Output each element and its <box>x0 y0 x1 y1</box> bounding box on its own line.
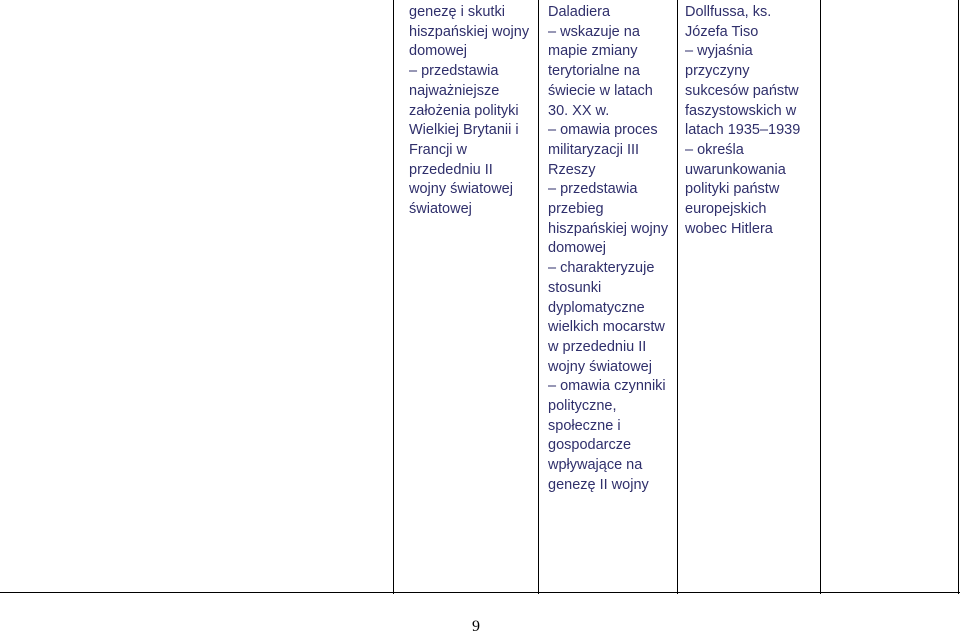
cell-line: domowej <box>409 43 468 60</box>
cell-line: dyplomatyczne <box>548 299 645 316</box>
cell-line: genezę i skutki <box>409 4 505 20</box>
cell-line: – charakteryzuje <box>548 260 655 277</box>
cell-line: domowej <box>548 240 607 257</box>
cell-line: polityki państw <box>685 181 780 198</box>
cell-line: w przededniu II <box>548 338 647 355</box>
column-3-text <box>685 3 819 239</box>
cell-line: uwarunkowania <box>685 161 786 178</box>
cell-line: założenia polityki <box>409 102 519 119</box>
cell-line: – wyjaśnia <box>685 43 753 60</box>
cell-line: – omawia proces <box>548 122 658 139</box>
cell-line: Wielkiej Brytanii i <box>409 122 519 139</box>
cell-line: stosunki <box>548 279 602 296</box>
cell-line: hiszpańskiej wojny <box>548 220 669 237</box>
cell-line: wojny światowej <box>409 181 513 198</box>
cell-line: społeczne i <box>548 417 621 434</box>
column-divider <box>538 0 539 594</box>
cell-line: przyczyny <box>685 63 750 80</box>
cell-line: – wskazuje na <box>548 23 640 40</box>
cell-line: hiszpańskiej wojny <box>409 23 530 40</box>
table-bottom-border <box>0 592 960 593</box>
table-right-border <box>958 0 959 594</box>
column-2-text <box>548 3 676 496</box>
column-divider <box>677 0 678 594</box>
cell-line: terytorialne na <box>548 63 640 80</box>
cell-line: genezę II wojny <box>548 476 649 493</box>
cell-line: wielkich mocarstw <box>548 319 665 336</box>
cell-line: przebieg <box>548 201 604 218</box>
cell-line: mapie zmiany <box>548 43 638 60</box>
cell-line: Daladiera <box>548 4 611 20</box>
column-1-text <box>409 3 537 220</box>
cell-line: – określa <box>685 141 744 158</box>
cell-line: – omawia czynniki <box>548 378 666 395</box>
cell-line: militaryzacji III <box>548 141 640 158</box>
cell-line: – przedstawia <box>548 181 638 198</box>
cell-line: Francji w <box>409 141 468 158</box>
cell-line: sukcesów państw <box>685 82 799 99</box>
column-divider <box>393 0 394 594</box>
cell-line: najważniejsze <box>409 82 500 99</box>
cell-line: 30. XX w. <box>548 102 610 119</box>
cell-line: europejskich <box>685 201 767 218</box>
cell-line: Dollfussa, ks. <box>685 4 772 20</box>
page-number: 9 <box>472 618 480 635</box>
cell-line: Józefa Tiso <box>685 23 759 40</box>
cell-line: faszystowskich w <box>685 102 797 119</box>
cell-line: gospodarcze <box>548 437 632 454</box>
cell-line: wojny światowej <box>548 358 652 375</box>
cell-line: przededniu II <box>409 161 493 178</box>
cell-line: polityczne, <box>548 398 617 415</box>
cell-line: latach 1935–1939 <box>685 122 801 139</box>
cell-line: – przedstawia <box>409 63 499 80</box>
cell-line: Rzeszy <box>548 161 596 178</box>
cell-line: wpływające na <box>548 457 643 474</box>
cell-line: światowej <box>409 201 472 218</box>
cell-line: świecie w latach <box>548 82 653 99</box>
column-divider <box>820 0 821 594</box>
cell-line: wobec Hitlera <box>685 220 773 237</box>
